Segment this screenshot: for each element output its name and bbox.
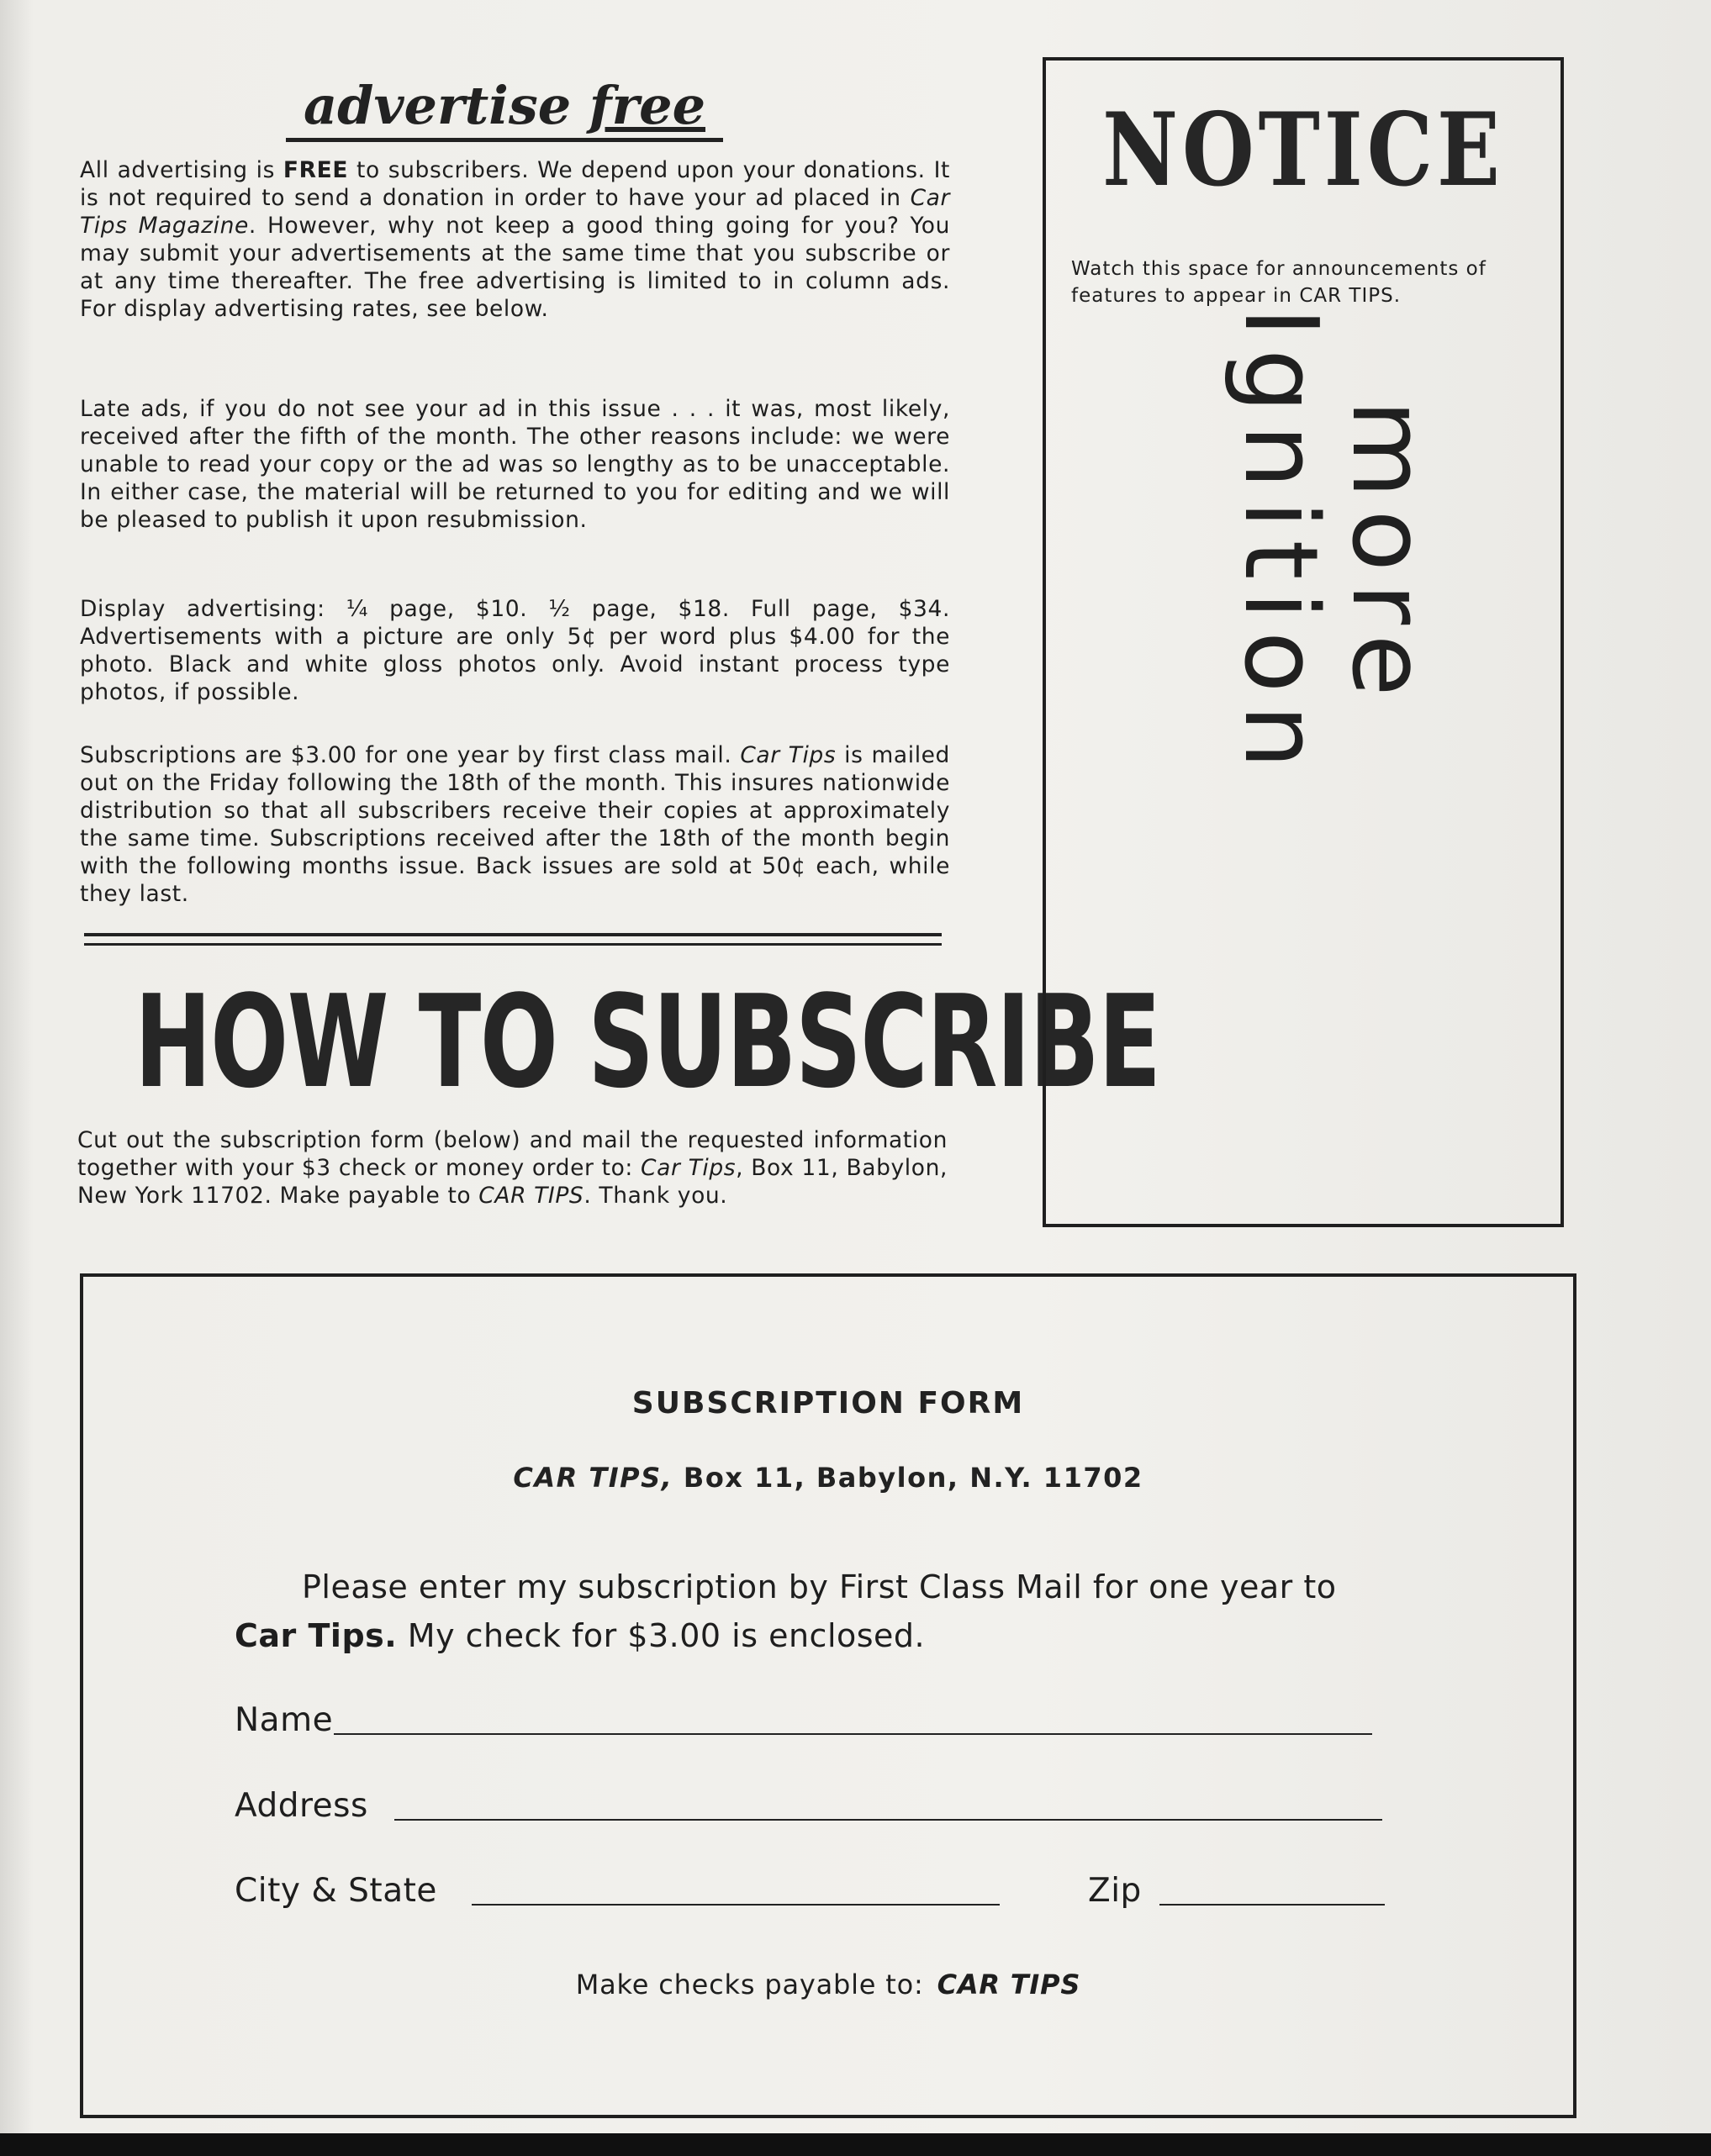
p1-free: FREE xyxy=(283,157,349,183)
section-divider xyxy=(84,933,942,946)
late-ads-paragraph: Late ads, if you do not see your ad in this issue . . . it was, most likely, received after the fifth of the month. The other reasons include: we were unable to read your copy or the ad was so lengthy as to be unacceptable. In either case, the material will be returned to you for editing and we will be pleased to publish it upon resubmission. xyxy=(80,396,950,533)
form-address-car-tips: CAR TIPS, xyxy=(513,1462,673,1494)
scan-bottom-edge xyxy=(0,2133,1711,2156)
p1-text-b: to subscribers. We depend upon your donations. It is not required to send a donation in order to have your ad placed in xyxy=(80,157,950,211)
form-body xyxy=(235,1563,1395,1660)
advertising-paragraph xyxy=(80,156,950,323)
free-word: free xyxy=(589,75,706,136)
subscribe-car-tips-caps: CAR TIPS xyxy=(478,1183,584,1209)
p1-magazine: Car Tips Magazine xyxy=(80,185,950,239)
p1-text-c: . However, why not keep a good thing going for you? You may submit your advertisements at the same time that you subscribe or at any time thereafter. The free advertising is limited to in column ads. For display advertising rates, see below. xyxy=(80,213,950,322)
form-address-rest: Box 11, Babylon, N.Y. 11702 xyxy=(673,1462,1143,1494)
display-advertising-paragraph: Display advertising: ¼ page, $10. ½ page, $18. Full page, $34. Advertisements with a picture are only 5¢ per word plus $4.00 for the photo. Black and white gloss photos only. Avoid instant process type photos, if possible. xyxy=(80,596,950,705)
footer-text: Make checks payable to: xyxy=(575,1969,924,2000)
zip-label: Zip xyxy=(1088,1872,1142,1910)
more-ignition-rotated xyxy=(1222,307,1446,781)
subscribe-text-c: . Thank you. xyxy=(584,1183,728,1209)
city-state-label: City & State xyxy=(235,1872,437,1910)
zip-blank-line[interactable] xyxy=(1159,1904,1385,1906)
notice-title: NOTICE xyxy=(1102,91,1504,209)
rotated-text-area xyxy=(1046,61,1567,1231)
rotated-line-ignition: Ignition xyxy=(1222,307,1339,781)
p4-text-b: is mailed out on the Friday following the 18th of the month. This insures nationwide distribution so that all subscribers receive their copies at approximately the same time. Subscriptions received after the 18th of the month begin with the following months issue. Back issues are sold at 50¢ each, while they last. xyxy=(80,742,950,907)
name-field[interactable] xyxy=(235,1700,1471,1742)
p1-text-a: All advertising is xyxy=(80,157,283,183)
form-body-line1: Please enter my subscription by First Class Mail for one year to xyxy=(302,1568,1337,1605)
subscription-form xyxy=(80,1273,1576,2118)
form-body-line2: My check for $3.00 is enclosed. xyxy=(397,1617,926,1654)
address-blank-line[interactable] xyxy=(394,1819,1382,1821)
p4-car-tips: Car Tips xyxy=(740,742,837,768)
notice-box xyxy=(1043,57,1564,1227)
how-to-subscribe-heading: HOW TO SUBSCRIBE xyxy=(135,967,1160,1116)
rotated-line-more: more xyxy=(1329,399,1446,709)
subscriptions-paragraph xyxy=(80,741,950,908)
advertise-word: advertise xyxy=(303,75,572,136)
city-state-zip-field[interactable] xyxy=(235,1870,1471,1912)
form-footer xyxy=(83,1969,1573,2000)
notice-subtitle: Watch this space for announcements of features to appear in CAR TIPS. xyxy=(1071,258,1487,307)
form-body-car-tips: Car Tips. xyxy=(235,1617,398,1654)
subscribe-car-tips: Car Tips xyxy=(641,1155,737,1181)
form-address xyxy=(83,1462,1573,1494)
how-to-subscribe-text xyxy=(77,1126,948,1210)
address-label: Address xyxy=(235,1787,368,1825)
city-state-blank-line[interactable] xyxy=(472,1904,1000,1906)
address-field[interactable] xyxy=(235,1785,1471,1827)
advertise-free-heading xyxy=(286,74,723,142)
name-blank-line[interactable] xyxy=(334,1733,1372,1735)
footer-car-tips: CAR TIPS xyxy=(937,1969,1081,2000)
name-label: Name xyxy=(235,1701,334,1739)
p4-text-a: Subscriptions are $3.00 for one year by first class mail. xyxy=(80,742,741,768)
form-title: SUBSCRIPTION FORM xyxy=(631,1386,1025,1421)
subscribe-text-b: , Box 11, Babylon, New York 11702. Make payable to xyxy=(77,1155,948,1209)
subscribe-text-a: Cut out the subscription form (below) and mail the requested information together with your $3 check or money order to: xyxy=(77,1127,948,1181)
